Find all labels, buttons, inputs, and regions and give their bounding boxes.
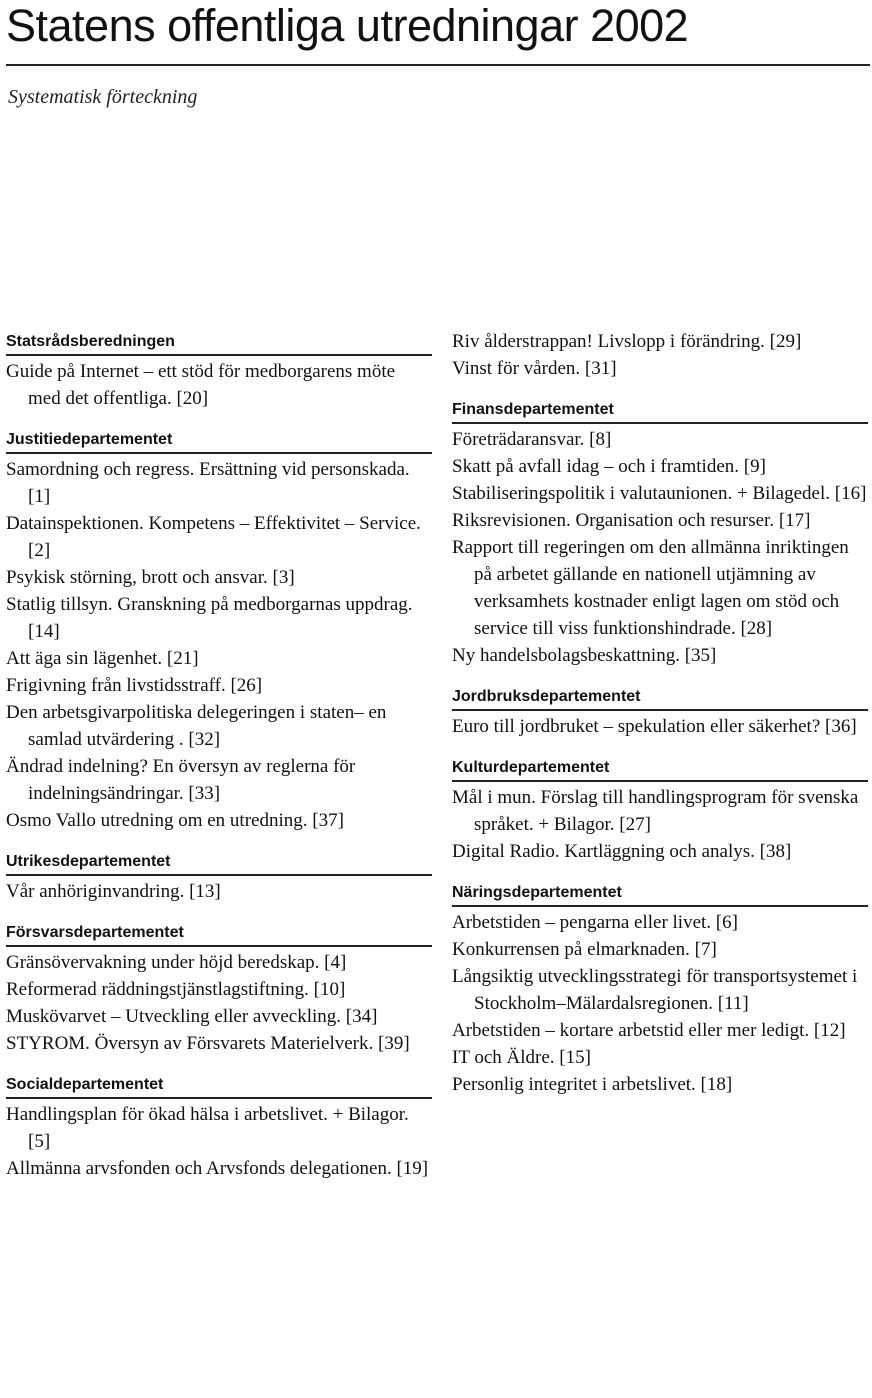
report-entry: Euro till jordbruket – spekulation eller säkerhet? [36]	[452, 716, 857, 737]
report-entry: Frigivning från livstidsstraff. [26]	[6, 675, 263, 696]
report-entry: Mål i mun. Förslag till handlingsprogram för svenska språket. + Bilagor. [27]	[452, 787, 859, 835]
report-entry: Arbetstiden – pengarna eller livet. [6]	[452, 912, 738, 933]
report-entry: Gränsövervakning under höjd beredskap. [4]	[6, 952, 347, 973]
department-heading: Finansdepartementet	[452, 396, 868, 424]
department-heading: Socialdepartementet	[6, 1071, 432, 1099]
department-heading: Statsrådsberedningen	[6, 328, 432, 356]
report-entry: Långsiktig utvecklingsstrategi för transportsystemet i Stockholm–Mälardalsregionen. [11]	[452, 966, 858, 1014]
report-entry: Arbetstiden – kortare arbetstid eller mer ledigt. [12]	[452, 1020, 846, 1041]
report-entry: Reformerad räddningstjänstlagstiftning. [10]	[6, 979, 346, 1000]
report-entry: Riv ålderstrappan! Livslopp i förändring. [29]	[452, 331, 802, 352]
report-entry: Att äga sin lägenhet. [21]	[6, 648, 199, 669]
report-entry: Osmo Vallo utredning om en utredning. [37]	[6, 810, 344, 831]
department-heading: Försvarsdepartementet	[6, 919, 432, 947]
section-statsradsberedningen	[6, 328, 432, 412]
report-entry: Riksrevisionen. Organisation och resurser. [17]	[452, 510, 811, 531]
report-entry: Datainspektionen. Kompetens – Effektivitet – Service. [2]	[6, 513, 421, 561]
left-column	[6, 328, 432, 1196]
report-entry: Samordning och regress. Ersättning vid personskada. [1]	[6, 459, 410, 507]
report-entry: Företrädaransvar. [8]	[452, 429, 612, 450]
report-entry: Guide på Internet – ett stöd för medborgarens möte med det offentliga. [20]	[6, 361, 396, 409]
section-naringsdepartementet	[452, 879, 868, 1098]
section-jordbruksdepartementet	[452, 683, 868, 740]
document-subtitle: Systematisk förteckning	[8, 86, 198, 108]
section-justitiedepartementet	[6, 426, 432, 834]
title-rule	[6, 64, 870, 66]
department-heading: Kulturdepartementet	[452, 754, 868, 782]
section-utrikesdepartementet	[6, 848, 432, 905]
document-title: Statens offentliga utredningar 2002	[6, 0, 689, 51]
section-socialdepartementet	[6, 1071, 432, 1182]
report-entry: Digital Radio. Kartläggning och analys. [38]	[452, 841, 792, 862]
report-entry: Psykisk störning, brott och ansvar. [3]	[6, 567, 295, 588]
report-entry: STYROM. Översyn av Försvarets Materielverk. [39]	[6, 1033, 410, 1054]
report-entry: Vinst för vården. [31]	[452, 358, 617, 379]
report-entry: Muskövarvet – Utveckling eller avveckling. [34]	[6, 1006, 378, 1027]
report-entry: Handlingsplan för ökad hälsa i arbetslivet. + Bilagor. [5]	[6, 1104, 409, 1152]
section-finansdepartementet	[452, 396, 868, 669]
department-heading: Näringsdepartementet	[452, 879, 868, 907]
report-entry: Rapport till regeringen om den allmänna inriktingen på arbetet gällande en nationell utjämning av verksamhets kostnader enligt lagen om stöd och service till viss funktionshindrade. [28]	[452, 537, 849, 639]
right-column	[452, 328, 868, 1112]
department-heading: Jordbruksdepartementet	[452, 683, 868, 711]
report-entry: Skatt på avfall idag – och i framtiden. [9]	[452, 456, 766, 477]
section-kulturdepartementet	[452, 754, 868, 865]
section-continued	[452, 328, 868, 382]
section-forsvarsdepartementet	[6, 919, 432, 1057]
department-heading: Utrikesdepartementet	[6, 848, 432, 876]
report-entry: Allmänna arvsfonden och Arvsfonds delegationen. [19]	[6, 1158, 429, 1179]
report-entry: Personlig integritet i arbetslivet. [18]	[452, 1074, 733, 1095]
report-entry: Vår anhöriginvandring. [13]	[6, 881, 221, 902]
report-entry: Den arbetsgivarpolitiska delegeringen i staten– en samlad utvärdering . [32]	[6, 702, 387, 750]
report-entry: Ny handelsbolagsbeskattning. [35]	[452, 645, 717, 666]
report-entry: Ändrad indelning? En översyn av reglerna för indelningsändringar. [33]	[6, 756, 356, 804]
report-entry: IT och Äldre. [15]	[452, 1047, 591, 1068]
report-entry: Statlig tillsyn. Granskning på medborgarnas uppdrag. [14]	[6, 594, 413, 642]
report-entry: Stabiliseringspolitik i valutaunionen. + Bilagedel. [16]	[452, 483, 867, 504]
department-heading: Justitiedepartementet	[6, 426, 432, 454]
report-entry: Konkurrensen på elmarknaden. [7]	[452, 939, 717, 960]
